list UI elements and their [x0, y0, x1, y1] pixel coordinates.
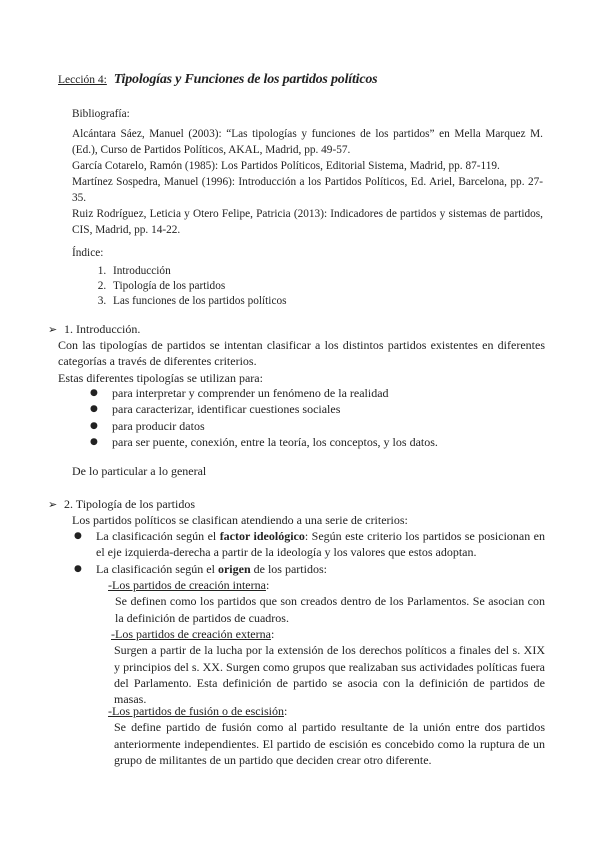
- arrow-bullet-icon: ➢: [48, 498, 58, 511]
- index-item: 1. Introducción: [109, 264, 287, 279]
- list-item: ● para interpretar y comprender un fenómeno de la realidad: [90, 385, 545, 401]
- subsection-title: -Los partidos de fusión o de escisión: [108, 704, 284, 718]
- index-heading: Índice:: [72, 247, 104, 259]
- bibliography: [72, 106, 543, 238]
- section-1-closing: [72, 463, 472, 479]
- section-1-body: [58, 337, 545, 386]
- lesson-label: Lección 4:: [58, 74, 107, 86]
- list-item: ● La clasificación según el factor ideológico: Según este criterio los partidos se posicionan en el eje izquierda-derecha a partir de la ideología y los valores que estos adoptan.: [74, 528, 545, 561]
- index-item: 3. Las funciones de los partidos políticos: [109, 294, 287, 309]
- bibliography-entry: Martínez Sospedra, Manuel (1996): Introducción a los Partidos Políticos, Ed. Ariel, Barcelona, pp. 27-35.: [72, 176, 543, 204]
- list-item: ● para caracterizar, identificar cuestiones sociales: [90, 401, 545, 417]
- arrow-bullet-icon: ➢: [48, 323, 58, 336]
- bibliography-heading: Bibliografía:: [72, 108, 130, 120]
- subsection-creacion-externa: -Los partidos de creación externa: Surgen a partir de la lucha por la extensión de los derechos políticos a finales del s. XIX y principios del s. XX. Surgen como grupos que realizaban sus actividades políticas fuera del Parlamento. Esta definición de partido se asocia con la definición de partidos de masas.: [111, 627, 545, 707]
- lesson-title-text: Tipologías y Funciones de los partidos políticos: [113, 72, 378, 87]
- section-2-title: 2. Tipología de los partidos: [64, 497, 196, 511]
- subsection-text: Se define partido de fusión como al partido resultante de la unión entre dos partidos anteriormente independientes. El partido de escisión es concebido como la ruptura de un grupo de militantes de un partido que deciden crear otro diferente.: [114, 720, 545, 767]
- section-1-para2: Estas diferentes tipologías se utilizan para:: [58, 370, 263, 385]
- subsection-text: Se definen como los partidos que son creados dentro de los Parlamentos. Se asocian con la definición de partidos de cuadros.: [115, 594, 545, 625]
- closing-text: De lo particular a lo general: [72, 464, 207, 478]
- subsection-creacion-interna: -Los partidos de creación interna: Se definen como los partidos que son creados dentro de los Parlamentos. Se asocian con la definición de partidos de cuadros.: [108, 578, 545, 625]
- subsection-text: Surgen a partir de la lucha por la extensión de los derechos políticos a finales del s. XIX y principios del s. XX. Surgen como grupos que realizaban sus actividades políticas fuera del Parlamento. Esta definición de partido se asocia con la definición de partidos de masas.: [114, 643, 545, 707]
- factor-ideologico: factor ideológico: [219, 529, 305, 543]
- subsection-fusion-escision: -Los partidos de fusión o de escisión: Se define partido de fusión como al partido resultante de la unión entre dos partidos anteriormente independientes. El partido de escisión es concebido como la ruptura de un grupo de militantes de un partido que deciden crear otro diferente.: [108, 704, 545, 767]
- index: [72, 246, 287, 309]
- section-2-intro-text: Los partidos políticos se clasifican atendiendo a una serie de criterios:: [72, 513, 408, 527]
- section-1-para1: Con las tipologías de partidos se intentan clasificar a los distintos partidos existentes en diferentes categorías a través de diferentes criterios.: [58, 338, 545, 369]
- index-list: [72, 264, 287, 309]
- section-2-bullets: [74, 528, 545, 577]
- origen: origen: [217, 561, 251, 576]
- section-2-intro: [72, 512, 545, 528]
- section-2-heading: [48, 496, 195, 513]
- list-item: ● La clasificación según el origen de los partidos:: [74, 561, 545, 577]
- bibliography-entry: Ruiz Rodríguez, Leticia y Otero Felipe, Patricia (2013): Indicadores de partidos y sistemas de partidos, CIS, Madrid, pp. 14-22.: [72, 208, 543, 236]
- subsection-title: -Los partidos de creación externa: [111, 627, 271, 641]
- lesson-title: [58, 72, 377, 88]
- list-item: ● para producir datos: [90, 418, 545, 434]
- subsection-title: -Los partidos de creación interna: [108, 578, 266, 592]
- list-item: ● para ser puente, conexión, entre la teoría, los conceptos, y los datos.: [90, 434, 545, 450]
- section-1-title: 1. Introducción.: [64, 322, 141, 336]
- bibliography-entry: García Cotarelo, Ramón (1985): Los Partidos Políticos, Editorial Sistema, Madrid, pp. 87-119.: [72, 160, 500, 172]
- bibliography-entry: Alcántara Sáez, Manuel (2003): “Las tipologías y funciones de los partidos” en Mella Marquez M. (Ed.), Curso de Partidos Políticos, AKAL, Madrid, pp. 49-57.: [72, 128, 543, 156]
- section-1-heading: [48, 321, 140, 338]
- section-1-bullets: [90, 385, 545, 450]
- index-item: 2. Tipología de los partidos: [109, 279, 287, 294]
